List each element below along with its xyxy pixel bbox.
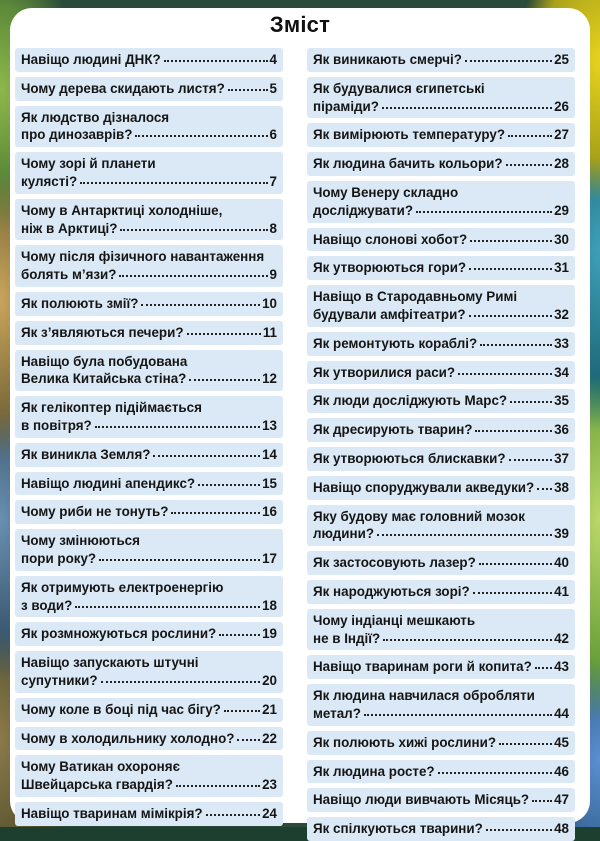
- toc-entry-line: [313, 80, 569, 98]
- toc-entry[interactable]: [307, 788, 575, 812]
- toc-page-number: 4: [269, 52, 277, 67]
- toc-entry-text: Чому зорі й планети: [21, 156, 156, 172]
- dot-leader: [469, 268, 552, 270]
- toc-entry-line: [313, 554, 569, 572]
- toc-entry-line: [313, 306, 569, 324]
- toc-entry-line: [21, 370, 277, 388]
- toc-entry-text: про динозаврів?: [21, 127, 133, 143]
- toc-entry-text: метал?: [313, 705, 361, 721]
- toc-entry-text: Чому риби не тонуть?: [21, 504, 169, 520]
- dot-leader: [383, 639, 552, 641]
- toc-page-number: 25: [554, 52, 569, 67]
- toc-entry[interactable]: [15, 500, 283, 524]
- toc-entry-line: [313, 450, 569, 468]
- toc-entry-line: [21, 202, 277, 220]
- toc-entry-text: Навіщо запускають штучні: [21, 655, 199, 671]
- toc-entry-text: Як гелікоптер підіймається: [21, 400, 202, 416]
- toc-entry[interactable]: [307, 476, 575, 500]
- toc-entry[interactable]: [307, 228, 575, 252]
- toc-entry-line: [313, 658, 569, 676]
- toc-entry-line: [313, 583, 569, 601]
- toc-entry-text: Навіщо людині апендикс?: [21, 475, 196, 491]
- dot-leader: [101, 681, 261, 683]
- toc-entry-line: [21, 805, 277, 823]
- toc-entry-text: Чому в холодильнику холодно?: [21, 730, 235, 746]
- toc-entry-line: [21, 295, 277, 313]
- toc-entry[interactable]: [307, 580, 575, 604]
- toc-page-number: 10: [262, 295, 277, 311]
- toc-entry[interactable]: [307, 447, 575, 471]
- dot-leader: [187, 333, 261, 335]
- toc-page-number: 33: [554, 335, 569, 351]
- toc-entry-line: [313, 687, 569, 705]
- dot-leader: [198, 484, 260, 486]
- toc-entry-text: Навіщо була побудована: [21, 353, 188, 369]
- toc-entry[interactable]: [15, 77, 283, 101]
- dot-leader: [506, 164, 553, 166]
- toc-entry-line: [21, 597, 277, 615]
- dot-leader: [237, 739, 260, 741]
- toc-entry[interactable]: [15, 698, 283, 722]
- toc-entry[interactable]: [15, 152, 283, 194]
- toc-entry-text: Яку будову має головний мозок: [313, 508, 525, 524]
- dot-leader: [537, 488, 552, 490]
- toc-entry-line: [313, 155, 569, 173]
- toc-entry[interactable]: [307, 505, 575, 547]
- toc-entry-text: Як людина навчилася обробляти: [313, 688, 535, 704]
- toc-entry-text: Навіщо люди вивчають Місяць?: [313, 792, 530, 808]
- toc-page-number: 13: [262, 417, 277, 433]
- dot-leader: [364, 714, 552, 716]
- toc-page-number: 7: [269, 173, 277, 189]
- toc-entry-text: кулясті?: [21, 173, 78, 189]
- dot-leader: [80, 182, 267, 184]
- toc-page-number: 22: [262, 730, 277, 746]
- toc-page-number: 48: [554, 821, 569, 837]
- toc-entry-text: пори року?: [21, 550, 97, 566]
- toc-entry-text: Навіщо тваринам мімікрія?: [21, 805, 203, 821]
- toc-entry-text: Як полюють хижі рослини?: [313, 734, 497, 750]
- toc-entry-line: [313, 479, 569, 497]
- toc-entry-line: [21, 173, 277, 191]
- toc-entry-text: Як людина бачить кольори?: [313, 156, 503, 172]
- dot-leader: [377, 534, 552, 536]
- toc-page-number: 43: [554, 659, 569, 675]
- toc-entry-line: [21, 266, 277, 284]
- toc-entry-line: [21, 80, 277, 98]
- toc-entry-text: Як спілкуються тварини?: [313, 821, 483, 837]
- toc-entry-line: [21, 109, 277, 127]
- dot-leader: [171, 512, 260, 514]
- toc-entry[interactable]: [307, 731, 575, 755]
- dot-leader: [473, 592, 552, 594]
- toc-entry-text: Як виникла Земля?: [21, 446, 151, 462]
- toc-entry-line: [313, 508, 569, 526]
- toc-entry-text: піраміди?: [313, 98, 379, 114]
- dot-leader: [228, 89, 268, 91]
- toc-entry-line: [313, 184, 569, 202]
- toc-page-number: 28: [554, 156, 569, 172]
- toc-page-number: 47: [554, 792, 569, 808]
- toc-entry[interactable]: [15, 472, 283, 496]
- toc-page-number: 21: [262, 701, 277, 717]
- dot-leader: [469, 315, 553, 317]
- toc-entry-text: людини?: [313, 526, 374, 542]
- dot-leader: [416, 211, 552, 213]
- toc-page-number: 44: [554, 705, 569, 721]
- toc-entry-line: [21, 532, 277, 550]
- toc-entry-line: [313, 98, 569, 116]
- toc-entry-line: [313, 202, 569, 220]
- toc-entry-text: Навіщо в Стародавньому Римі: [313, 289, 518, 305]
- toc-page-number: 16: [262, 504, 277, 520]
- toc-entry-line: [21, 417, 277, 435]
- toc-entry[interactable]: [307, 551, 575, 575]
- dot-leader: [510, 401, 552, 403]
- toc-entry-line: [313, 288, 569, 306]
- dot-leader: [535, 667, 552, 669]
- toc-entry-text: Як отримують електроенергію: [21, 579, 224, 595]
- toc-entry-text: Чому змінюються: [21, 533, 140, 549]
- dot-leader: [99, 559, 260, 561]
- toc-entry-text: Навіщо слонові хобот?: [313, 231, 468, 247]
- toc-entry-text: Як будувалися єгипетські: [313, 80, 485, 96]
- toc-entry-text: Як утворюються блискавки?: [313, 450, 506, 466]
- dot-leader: [135, 135, 267, 137]
- toc-entry-text: в повітря?: [21, 417, 92, 433]
- dot-leader: [153, 455, 260, 457]
- dot-leader: [189, 379, 260, 381]
- dot-leader: [382, 107, 552, 109]
- toc-entry[interactable]: [15, 245, 283, 287]
- toc-entry-line: [313, 525, 569, 543]
- toc-page-number: 42: [554, 630, 569, 646]
- toc-page-number: 19: [262, 626, 277, 642]
- dot-leader: [119, 275, 267, 277]
- toc-page-number: 23: [262, 777, 277, 793]
- toc-entry[interactable]: [15, 106, 283, 148]
- toc-entry[interactable]: [307, 285, 575, 327]
- toc-page-number: 20: [262, 672, 277, 688]
- toc-entry-line: [21, 625, 277, 643]
- toc-entry[interactable]: [15, 755, 283, 797]
- toc-page-number: 46: [554, 763, 569, 779]
- toc-entry-line: [313, 705, 569, 723]
- toc-page-number: 39: [554, 526, 569, 542]
- dot-leader: [486, 829, 552, 831]
- toc-entry-text: Чому коле в боці під час бігу?: [21, 701, 221, 717]
- toc-entry-text: Як люди досліджують Марс?: [313, 393, 508, 409]
- toc-entry[interactable]: [307, 181, 575, 223]
- toc-entry-text: Як людство дізналося: [21, 109, 170, 125]
- toc-entry-line: [313, 791, 569, 809]
- toc-entry-text: Навіщо людині ДНК?: [21, 52, 161, 67]
- toc-column-left: [15, 48, 283, 826]
- dot-leader: [141, 304, 260, 306]
- dot-leader: [224, 710, 260, 712]
- toc-entry-line: [21, 399, 277, 417]
- toc-entry-line: [313, 421, 569, 439]
- toc-page-number: 29: [554, 202, 569, 218]
- dot-leader: [219, 634, 260, 636]
- toc-entry[interactable]: [307, 152, 575, 176]
- toc-entry-line: [313, 630, 569, 648]
- toc-entry[interactable]: [15, 576, 283, 618]
- toc-entry-line: [21, 758, 277, 776]
- toc-page-number: 30: [554, 231, 569, 247]
- toc-entry-line: [313, 820, 569, 838]
- toc-entry-text: Як вимірюють температуру?: [313, 127, 506, 143]
- toc-entry-line: [21, 730, 277, 748]
- toc-entry-text: Чому дерева скидають листя?: [21, 80, 225, 96]
- toc-entry-line: [313, 612, 569, 630]
- toc-entry[interactable]: [307, 609, 575, 651]
- toc-entry[interactable]: [307, 332, 575, 356]
- toc-entry-line: [21, 353, 277, 371]
- toc-entry-line: [21, 776, 277, 794]
- toc-page-number: 34: [554, 364, 569, 380]
- toc-entry-text: Як полюють змії?: [21, 295, 139, 311]
- toc-entry-text: Чому Венеру складно: [313, 184, 459, 200]
- toc-entry[interactable]: [15, 802, 283, 826]
- toc-entry-text: Як з’являються печери?: [21, 324, 184, 340]
- toc-page-number: 32: [554, 306, 569, 322]
- toc-entry-line: [21, 51, 277, 69]
- toc-entry-text: Навіщо тваринам роги й копита?: [313, 659, 532, 675]
- toc-page-number: 17: [262, 550, 277, 566]
- toc-entry-text: Навіщо споруджували акведуки?: [313, 479, 535, 495]
- toc-entry-text: Чому в Антарктиці холодніше,: [21, 202, 223, 218]
- toc-page-number: 31: [554, 260, 569, 276]
- toc-entry-text: болять м’язи?: [21, 267, 117, 283]
- toc-page-number: 9: [269, 267, 277, 283]
- toc-page-number: 11: [262, 324, 277, 340]
- toc-entry[interactable]: [15, 529, 283, 571]
- toc-entry[interactable]: [307, 684, 575, 726]
- toc-entry-line: [313, 126, 569, 144]
- toc-entry-text: Як виникають смерчі?: [313, 52, 462, 67]
- toc-entry-text: супутники?: [21, 672, 98, 688]
- toc-entry-line: [313, 392, 569, 410]
- toc-entry-line: [313, 259, 569, 277]
- toc-page-number: 36: [554, 422, 569, 438]
- toc-entry-line: [21, 475, 277, 493]
- toc-page-number: 45: [554, 734, 569, 750]
- dot-leader: [465, 60, 552, 62]
- toc-entry-line: [21, 672, 277, 690]
- toc-entry[interactable]: [307, 817, 575, 841]
- toc-entry[interactable]: [15, 199, 283, 241]
- toc-entry-line: [21, 220, 277, 238]
- toc-column-right: [307, 48, 575, 841]
- toc-entry[interactable]: [307, 389, 575, 413]
- toc-entry[interactable]: [307, 256, 575, 280]
- toc-entry-line: [21, 126, 277, 144]
- toc-page-number: 27: [554, 127, 569, 143]
- toc-entry-line: [21, 446, 277, 464]
- toc-entry-line: [21, 579, 277, 597]
- toc-entry[interactable]: [15, 396, 283, 438]
- toc-page-number: 35: [554, 393, 569, 409]
- dot-leader: [206, 814, 261, 816]
- toc-entry-text: Як розмножуються рослини?: [21, 626, 217, 642]
- toc-entry-line: [313, 734, 569, 752]
- dot-leader: [470, 240, 552, 242]
- toc-entry-line: [21, 701, 277, 719]
- toc-entry-text: досліджувати?: [313, 202, 414, 218]
- toc-entry-text: будували амфітеатри?: [313, 306, 466, 322]
- toc-entry[interactable]: [307, 77, 575, 119]
- toc-entry-text: Як дресирують тварин?: [313, 422, 473, 438]
- toc-entry-line: [21, 654, 277, 672]
- toc-page-number: 12: [262, 371, 277, 387]
- dot-leader: [164, 60, 268, 62]
- toc-entry-text: з води?: [21, 597, 73, 613]
- toc-entry[interactable]: [15, 727, 283, 751]
- dot-leader: [509, 459, 553, 461]
- toc-entry-text: Як людина росте?: [313, 763, 435, 779]
- toc-entry-line: [313, 51, 569, 69]
- toc-entry-text: Чому індіанці мешкають: [313, 612, 476, 628]
- toc-page-number: 38: [554, 479, 569, 495]
- toc-page-number: 6: [269, 127, 277, 143]
- dot-leader: [499, 743, 552, 745]
- toc-entry[interactable]: [307, 760, 575, 784]
- toc-page-number: 37: [554, 450, 569, 466]
- toc-entry-line: [21, 248, 277, 266]
- toc-page-number: 24: [262, 805, 277, 821]
- toc-entry[interactable]: [15, 622, 283, 646]
- toc-entry-text: Швейцарська гвардія?: [21, 777, 173, 793]
- toc-page-number: 40: [554, 555, 569, 571]
- dot-leader: [532, 800, 552, 802]
- toc-entry-line: [21, 324, 277, 342]
- toc-entry-text: Чому Ватикан охороняє: [21, 759, 180, 775]
- toc-entry-line: [313, 763, 569, 781]
- toc-entry[interactable]: [307, 418, 575, 442]
- toc-page-number: 15: [262, 475, 277, 491]
- dot-leader: [475, 430, 552, 432]
- dot-leader: [458, 373, 552, 375]
- toc-entry[interactable]: [15, 321, 283, 345]
- toc-entry[interactable]: [307, 48, 575, 72]
- toc-entry-text: Як народжуються зорі?: [313, 583, 470, 599]
- dot-leader: [120, 229, 267, 231]
- toc-entry[interactable]: [307, 655, 575, 679]
- toc-entry[interactable]: [15, 443, 283, 467]
- toc-entry-text: ніж в Арктиці?: [21, 220, 118, 236]
- toc-entry-line: [313, 231, 569, 249]
- toc-entry-text: Як застосовують лазер?: [313, 555, 476, 571]
- toc-entry-line: [21, 155, 277, 173]
- toc-entry[interactable]: [307, 123, 575, 147]
- toc-page-number: 18: [262, 597, 277, 613]
- dot-leader: [508, 135, 552, 137]
- toc-page-number: 41: [554, 583, 569, 599]
- toc-entry[interactable]: [307, 361, 575, 385]
- toc-entry-line: [313, 335, 569, 353]
- toc-entry-line: [21, 550, 277, 568]
- dot-leader: [480, 344, 552, 346]
- toc-entry-text: Чому після фізичного навантаження: [21, 249, 265, 265]
- toc-entry-text: Як утворюються гори?: [313, 260, 467, 276]
- toc-entry[interactable]: [15, 48, 283, 72]
- dot-leader: [176, 785, 260, 787]
- dot-leader: [479, 563, 552, 565]
- toc-entry-text: Як ремонтують кораблі?: [313, 335, 478, 351]
- toc-page-number: 26: [554, 98, 569, 114]
- dot-leader: [438, 772, 552, 774]
- toc-page-number: 8: [269, 220, 277, 236]
- page-title: Зміст: [269, 12, 331, 37]
- dot-leader: [95, 426, 260, 428]
- toc-entry-line: [21, 503, 277, 521]
- toc-page-number: 5: [269, 80, 277, 96]
- toc-entry[interactable]: [15, 292, 283, 316]
- dot-leader: [75, 606, 260, 608]
- toc-entry-line: [313, 364, 569, 382]
- toc-entry-text: Велика Китайська стіна?: [21, 371, 187, 387]
- toc-entry-text: Як утворилися раси?: [313, 364, 456, 380]
- toc-page-number: 14: [262, 446, 277, 462]
- toc-entry[interactable]: [15, 651, 283, 693]
- toc-entry-text: не в Індії?: [313, 630, 381, 646]
- toc-entry[interactable]: [15, 350, 283, 392]
